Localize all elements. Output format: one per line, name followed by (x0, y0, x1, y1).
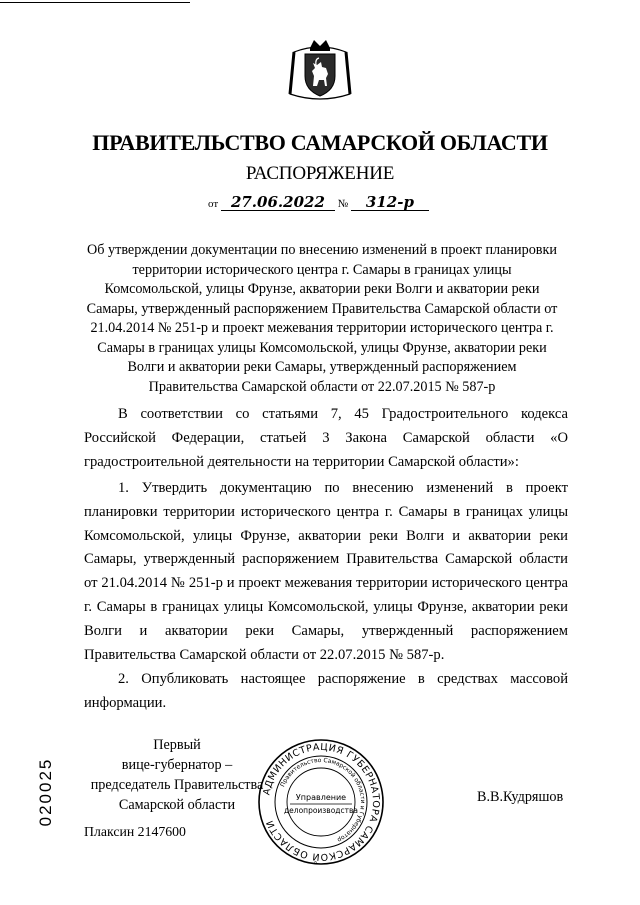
date-number-line (208, 194, 429, 211)
document-date: 27.06.2022 (221, 194, 335, 211)
signatory-title-line: Первый (153, 737, 201, 753)
item-2-paragraph: 2. Опубликовать настоящее распоряжение в средствах массовой информации. (84, 671, 568, 711)
document-heading: Об утверждении документации по внесению изменений в проект планировки территории исторического центра г. Самары в границах улицы Комсомольской, улицы Фрунзе, акватории реки Волги и акватории реки Самары, утвержденный распоряжением Правительства Самарской области от 21.04.2014 № 251-р и проект межевания территории исторического центра г. Самары в границах улицы Комсомольской, улицы Фрунзе, акватории реки Волги и акватории реки Самары, утвержденный распоряжением Правительства Самарской области от 22.07.2015 № 587-р (86, 242, 558, 395)
executor-contact: Плаксин 2147600 (84, 824, 186, 839)
signatory-title (84, 735, 270, 815)
signatory-name: В.В.Кудряшов (477, 789, 564, 805)
stamp-outer-text: АДМИНИСТРАЦИЯ ГУБЕРНАТОРА САМАРСКОЙ ОБЛАСТИ (261, 741, 382, 863)
item-1-paragraph: 1. Утвердить документацию по внесению изменений в проект планировки территории исторического центра г. Самары в границах улицы Комсомольской, улицы Фрунзе, акватории реки Волги и акватории реки Самары, утвержденный распоряжением Правительства Самарской области от 21.04.2014 № 251-р и проект межевания территории исторического центра г. Самары в границах улицы Комсомольской, улицы Фрунзе, акватории реки Волги и акватории реки Самары, утвержденный распоряжением Правительства Самарской области от 22.07.2015 № 587-р. (84, 480, 568, 663)
number-prefix: № (337, 198, 349, 210)
signatory-title-line: председатель Правительства (90, 777, 264, 793)
document-type: РАСПОРЯЖЕНИЕ (245, 163, 395, 184)
top-edge-line (0, 2, 190, 3)
official-stamp (256, 737, 386, 867)
intro-paragraph: В соответствии со статьями 7, 45 Градостроительного кодекса Российской Федерации, статьей 3 Закона Самарской области «О градостроительной деятельности на территории Самарской области»: (84, 406, 568, 470)
signatory-title-line: Самарской области (118, 797, 236, 813)
signatory-title-line: вице-губернатор – (121, 757, 233, 773)
date-prefix: от (208, 198, 219, 210)
organization-title: ПРАВИТЕЛЬСТВО САМАРСКОЙ ОБЛАСТИ (92, 130, 548, 155)
coat-of-arms-icon (288, 38, 352, 104)
stamp-center-line: Управление (295, 793, 347, 802)
side-document-code: 020025 (36, 757, 55, 827)
document-number: 312-р (351, 194, 429, 211)
stamp-inner-text: Правительство Самарской области и Губернатор (279, 756, 367, 844)
stamp-center-line: делопроизводства (283, 806, 359, 815)
